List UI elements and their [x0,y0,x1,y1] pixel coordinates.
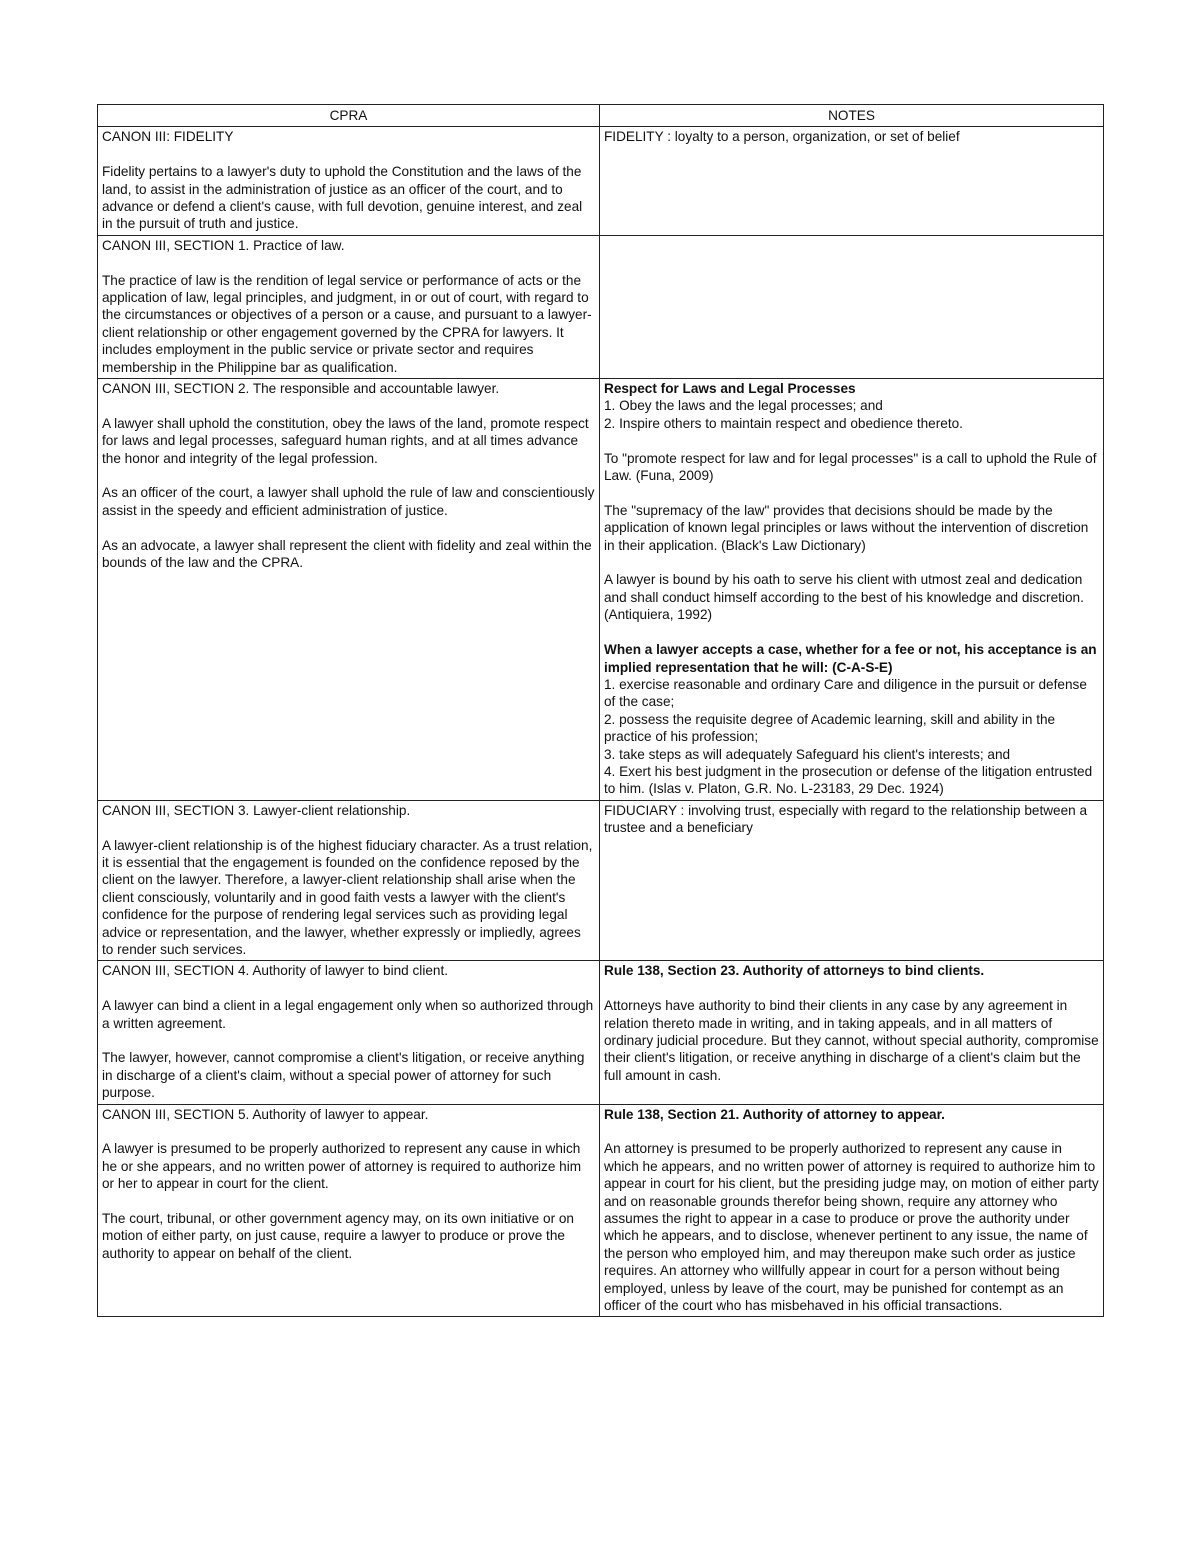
section-text: The court, tribunal, or other government agency may, on its own initiative or on motion of either party, on just cause, require a lawyer to produce or prove the authority to appear on behalf of the client. [102,1211,574,1261]
section-title: CANON III, SECTION 1. Practice of law. [102,237,345,253]
section-text: The lawyer, however, cannot compromise a client's litigation, or receive anything in discharge of a client's claim, without a special power of attorney for such purpose. [102,1050,585,1101]
header-cpra: CPRA [98,105,600,127]
table-row [98,379,1104,801]
notes-heading: Rule 138, Section 21. Authority of attorney to appear. [604,1106,945,1122]
notes-text: Attorneys have authority to bind their clients in any case by any agreement in relation thereto made in writing, and in taking appeals, and in all matters of ordinary judicial procedure. But they cannot, without special authority, compromise their client's litigation, or receive anything in discharge of a client's claim but the full amount in cash. [604,998,1099,1083]
cpra-cell [98,800,600,961]
table-row [98,127,1104,235]
list-item: 2. possess the requisite degree of Academic learning, skill and ability in the practice of his profession; [604,711,1056,745]
header-row [98,105,1104,127]
notes-list [604,676,1099,798]
section-text: As an officer of the court, a lawyer shall uphold the rule of law and conscientiously assist in the speedy and efficient administration of justice. [102,485,595,518]
notes-heading: Respect for Laws and Legal Processes [604,381,856,397]
list-item: 2. Inspire others to maintain respect and obedience thereto. [604,415,963,431]
section-text: A lawyer can bind a client in a legal engagement only when so authorized through a written agreement. [102,998,594,1031]
section-text: A lawyer-client relationship is of the highest fiduciary character. As a trust relation, it is essential that the engagement is founded on the confidence reposed by the client on the lawyer. Therefore, a lawyer-client relationship shall arise when the client consciously, voluntarily and in good faith vests a lawyer with the client's confidence for the purpose of rendering legal services such as providing legal advice or representation, and the lawyer, whether expressly or impliedly, agrees to render such services. [102,837,593,957]
cpra-cell [98,1104,600,1317]
section-text: A lawyer shall uphold the constitution, obey the laws of the land, promote respect for laws and legal processes, safeguard human rights, and at all times advance the honor and integrity of the legal profession. [102,415,589,466]
table-row [98,961,1104,1104]
notes-cell [600,235,1104,378]
section-title: CANON III, SECTION 3. Lawyer-client relationship. [102,802,411,818]
section-title: CANON III: FIDELITY [102,129,234,145]
definition-fiduciary: FIDUCIARY : involving trust, especially with regard to the relationship between a trustee and a beneficiary [604,802,1088,836]
cpra-cell [98,379,600,801]
section-title: CANON III, SECTION 4. Authority of lawyer to bind client. [102,963,449,979]
list-item: 4. Exert his best judgment in the prosecution or defense of the litigation entrusted to him. (Islas v. Platon, G.R. No. L-23183, 29 Dec. 1924) [604,763,1093,797]
section-title: CANON III, SECTION 5. Authority of lawyer to appear. [102,1106,429,1122]
notes-text: The "supremacy of the law" provides that decisions should be made by the application of known legal principles or laws without the intervention of discretion in their application. (Black's Law Dictionary) [604,502,1089,553]
notes-cell [600,1104,1104,1317]
notes-cell [600,800,1104,961]
notes-list [604,397,1099,432]
definition-fidelity: FIDELITY : loyalty to a person, organization, or set of belief [604,129,960,145]
cpra-notes-table [97,104,1104,1317]
section-text: A lawyer is presumed to be properly authorized to represent any cause in which he or she appears, and no written power of attorney is required to authorize him or her to appear in court for the client. [102,1141,582,1192]
notes-text: An attorney is presumed to be properly authorized to represent any cause in which he appears, and no written power of attorney is required to authorize him to appear in court for his client, but the presiding judge may, on motion of either party and on reasonable grounds therefor being shown, require any attorney who assumes the right to appear in a case to produce or prove the authority under which he appears, and to disclose, whenever pertinent to any issue, the name of the person who employed him, and may thereupon make such order as justice requires. An attorney who willfully appear in court for a person without being employed, unless by leave of the court, may be punished for contempt as an officer of the court who has misbehaved in his official transactions. [604,1141,1099,1314]
notes-cell [600,379,1104,801]
section-text: The practice of law is the rendition of legal service or performance of acts or the application of law, legal principles, and judgment, in or out of court, with regard to the circumstances or objectives of a person or a cause, and pursuant to a lawyer-client relationship or other engagement governed by the CPRA for lawyers. It includes employment in the public service or private sector and requires membership in the Philippine bar as qualification. [102,272,592,375]
table-row [98,235,1104,378]
header-notes: NOTES [600,105,1104,127]
list-item: 3. take steps as will adequately Safeguard his client's interests; and [604,746,1011,762]
notes-cell [600,961,1104,1104]
section-text: Fidelity pertains to a lawyer's duty to uphold the Constitution and the laws of the land, to assist in the administration of justice as an officer of the court, and to advance or defend a client's cause, with full devotion, genuine interest, and zeal in the pursuit of truth and justice. [102,164,583,232]
notes-heading: When a lawyer accepts a case, whether for a fee or not, his acceptance is an implied representation that he will: (C-A-S-E) [604,642,1097,675]
cpra-cell [98,127,600,235]
cpra-cell [98,961,600,1104]
list-item: 1. Obey the laws and the legal processes; and [604,398,883,414]
cpra-cell [98,235,600,378]
notes-text: To "promote respect for law and for legal processes" is a call to uphold the Rule of Law. (Funa, 2009) [604,450,1097,484]
list-item: 1. exercise reasonable and ordinary Care and diligence in the pursuit or defense of the case; [604,676,1087,710]
table-row [98,1104,1104,1317]
table-row [98,800,1104,961]
section-title: CANON III, SECTION 2. The responsible and accountable lawyer. [102,381,500,397]
section-text: As an advocate, a lawyer shall represent the client with fidelity and zeal within the bounds of the law and the CPRA. [102,537,592,571]
notes-cell [600,127,1104,235]
notes-text: A lawyer is bound by his oath to serve his client with utmost zeal and dedication and shall conduct himself according to the best of his knowledge and discretion. (Antiquiera, 1992) [604,572,1084,623]
notes-heading: Rule 138, Section 23. Authority of attorneys to bind clients. [604,963,985,979]
